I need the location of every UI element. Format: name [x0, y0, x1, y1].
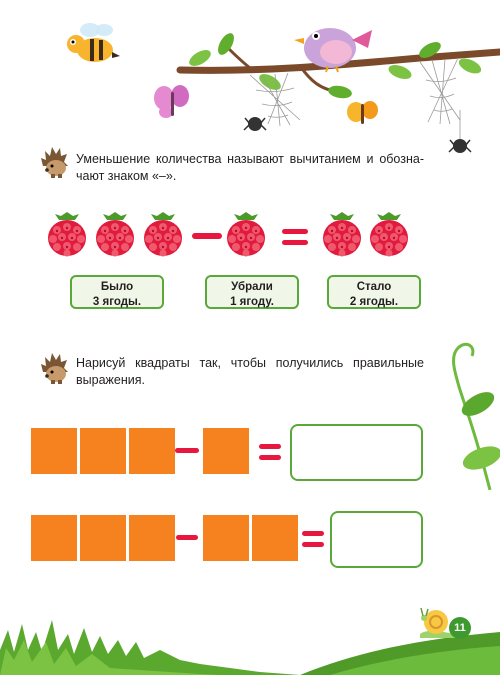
orange-square	[31, 515, 77, 561]
equals-sign	[282, 229, 308, 245]
raspberry-icon	[224, 210, 268, 258]
hedgehog-icon	[40, 144, 70, 178]
minus-sign	[192, 233, 222, 239]
spider-icon	[449, 110, 471, 153]
orange-square	[252, 515, 298, 561]
label-became-line-2: 2 ягоды.	[349, 296, 399, 308]
orange-square	[129, 515, 175, 561]
spider-icon	[244, 117, 266, 131]
orange-square	[203, 428, 249, 474]
answer-box[interactable]	[330, 511, 423, 568]
butterfly-icon	[347, 101, 378, 124]
equals-sign	[302, 531, 324, 547]
label-became-line-1: Стало	[356, 281, 392, 293]
raspberry-icon	[45, 210, 89, 258]
orange-square	[80, 515, 126, 561]
minus-sign	[176, 535, 198, 540]
header-illustration	[0, 0, 500, 160]
orange-square	[129, 428, 175, 474]
orange-square	[31, 428, 77, 474]
raspberry-icon	[320, 210, 364, 258]
label-removed	[205, 275, 299, 309]
page-number: 11	[449, 617, 471, 639]
label-removed-line-2: 1 ягоду.	[230, 296, 274, 308]
raspberry-icon	[93, 210, 137, 258]
label-was-line-1: Было	[100, 281, 134, 293]
equals-sign	[259, 444, 281, 460]
bee-icon	[67, 23, 120, 62]
task-line-1: Нарисуй квадраты так, чтобы получились правильные	[76, 356, 424, 370]
orange-square	[80, 428, 126, 474]
orange-square	[203, 515, 249, 561]
raspberry-icon	[141, 210, 185, 258]
intro-line-2: чают знаком «–».	[76, 169, 177, 183]
label-was	[70, 275, 164, 309]
minus-sign	[175, 448, 199, 453]
label-removed-line-1: Убрали	[231, 281, 273, 293]
butterfly-icon	[154, 85, 189, 118]
raspberry-icon	[367, 210, 411, 258]
task-text	[76, 355, 424, 389]
vine-illustration	[420, 330, 500, 490]
task-line-2: выражения.	[76, 373, 145, 387]
label-was-line-2: 3 ягоды.	[92, 296, 142, 308]
hedgehog-icon	[40, 350, 70, 384]
label-became	[327, 275, 421, 309]
intro-line-1: Уменьшение количества называют вычитанием и обозна-	[76, 152, 424, 166]
intro-text	[76, 151, 424, 185]
answer-box[interactable]	[290, 424, 423, 481]
